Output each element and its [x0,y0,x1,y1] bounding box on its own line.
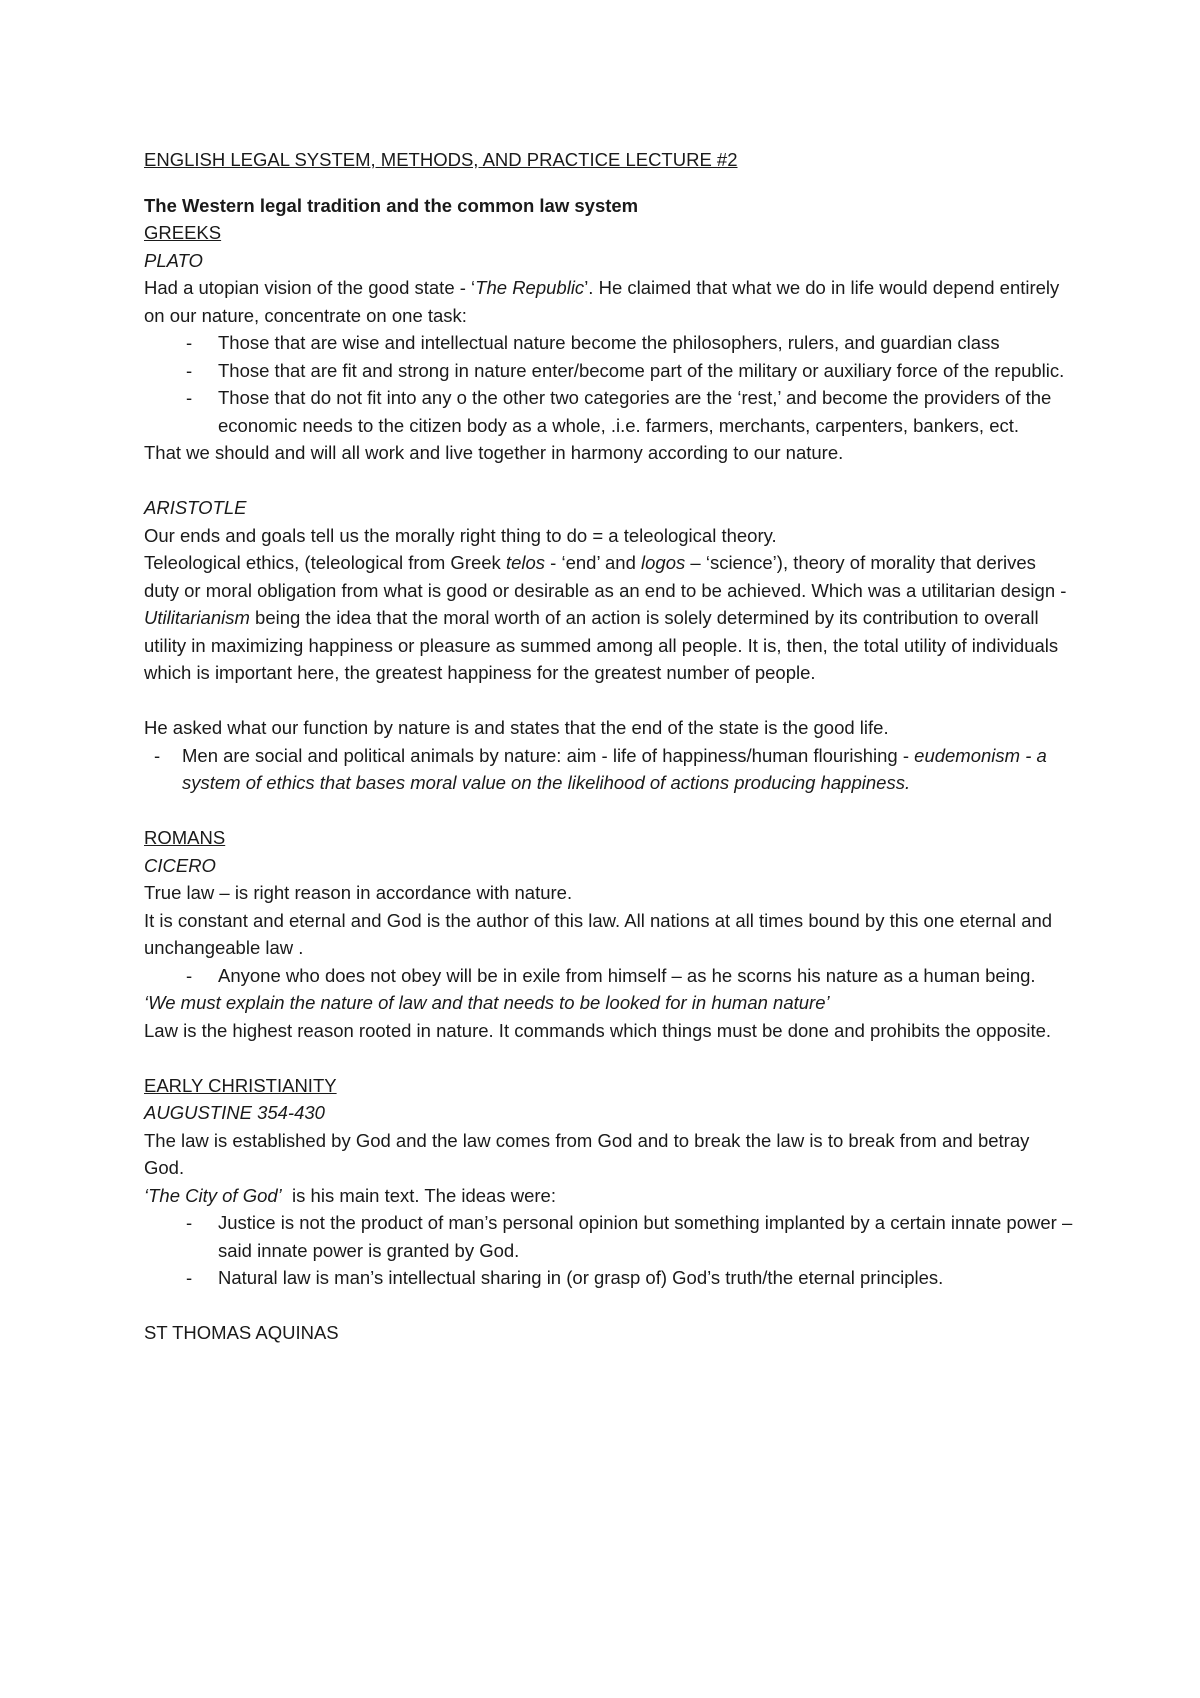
list-item: - Men are social and political animals by nature: aim - life of happiness/human flourishing - eudemonism - a system of ethics that bases moral value on the likelihood of actions producing happiness. [144,742,1074,797]
section-heading-aquinas: ST THOMAS AQUINAS [144,1322,339,1343]
list-item: - Anyone who does not obey will be in exile from himself – as he scorns his nature as a human being. [144,962,1074,990]
section-heading-greeks: GREEKS [144,222,222,243]
cicero-line1: True law – is right reason in accordance with nature. [144,882,573,903]
list-item: - Those that are fit and strong in nature enter/become part of the military or auxiliary force of the republic. [144,357,1074,385]
cicero-line2: It is constant and eternal and God is the author of this law. All nations at all times bound by this one eternal and unchangeable law . [144,909,1053,958]
document-page [144,146,1074,1347]
bullet-dash: - [186,1212,193,1233]
list-item: - Natural law is man’s intellectual sharing in (or grasp of) God’s truth/the eternal principles. [144,1264,1074,1292]
subheading-augustine: AUGUSTINE 354-430 [144,1102,325,1123]
augustine-main-text: ‘The City of God’ is his main text. The ideas were: [144,1184,556,1206]
aristotle-line1: Our ends and goals tell us the morally right thing to do = a teleological theory. [144,524,777,546]
aristotle-function-paragraph: He asked what our function by nature is and states that the end of the state is the good life. [144,717,889,738]
bullet-dash: - [186,387,193,408]
cicero-closing: Law is the highest reason rooted in nature. It commands which things must be done and prohibits the opposite. [144,1019,1052,1041]
bullet-dash: - [186,359,193,381]
section-heading-romans: ROMANS [144,827,226,848]
bullet-dash: - [186,964,193,986]
cicero-quote: ‘We must explain the nature of law and that needs to be looked for in human nature’ [144,992,830,1013]
plato-closing: That we should and will all work and live together in harmony according to our nature. [144,442,844,463]
augustine-line1: The law is established by God and the law comes from God and to break the law is to break from and betray God. [144,1129,1030,1178]
list-item: - Justice is not the product of man’s personal opinion but something implanted by a certain innate power – said innate power is granted by God. [144,1209,1074,1264]
section-heading-early-christianity: EARLY CHRISTIANITY [144,1074,337,1096]
list-item: - Those that are wise and intellectual nature become the philosophers, rulers, and guardian class [144,329,1074,357]
list-item: - Those that do not fit into any o the other two categories are the ‘rest,’ and become the providers of the economic needs to the citizen body as a whole, .i.e. farmers, merchants, carpenters, bankers, ect. [144,384,1074,439]
plato-intro: Had a utopian vision of the good state - ‘The Republic’. He claimed that what we do in life would depend entirely on our nature, concentrate on one task: [144,277,1060,326]
subheading-plato: PLATO [144,249,203,271]
subheading-cicero: CICERO [144,854,216,876]
subheading-aristotle: ARISTOTLE [144,497,247,518]
page-subtitle: The Western legal tradition and the common law system [144,194,639,216]
bullet-dash: - [186,1267,193,1288]
page-title: ENGLISH LEGAL SYSTEM, METHODS, AND PRACTICE LECTURE #2 [144,149,738,170]
republic-title: The Republic [475,277,585,298]
aristotle-teleological-paragraph: Teleological ethics, (teleological from Greek telos - ‘end’ and logos – ‘science’), theory of morality that derives duty or moral obligation from what is good or desirable as an end to be achieved. Which was a utilitarian design - Utilitarianism being the idea that the moral worth of an action is solely determined by its contribution to overall utility in maximizing happiness or pleasure as summed among all people. It is, then, the total utility of individuals which is important here, the greatest happiness for the greatest number of people. [144,552,1067,683]
bullet-dash: - [154,744,161,766]
bullet-dash: - [186,332,193,353]
